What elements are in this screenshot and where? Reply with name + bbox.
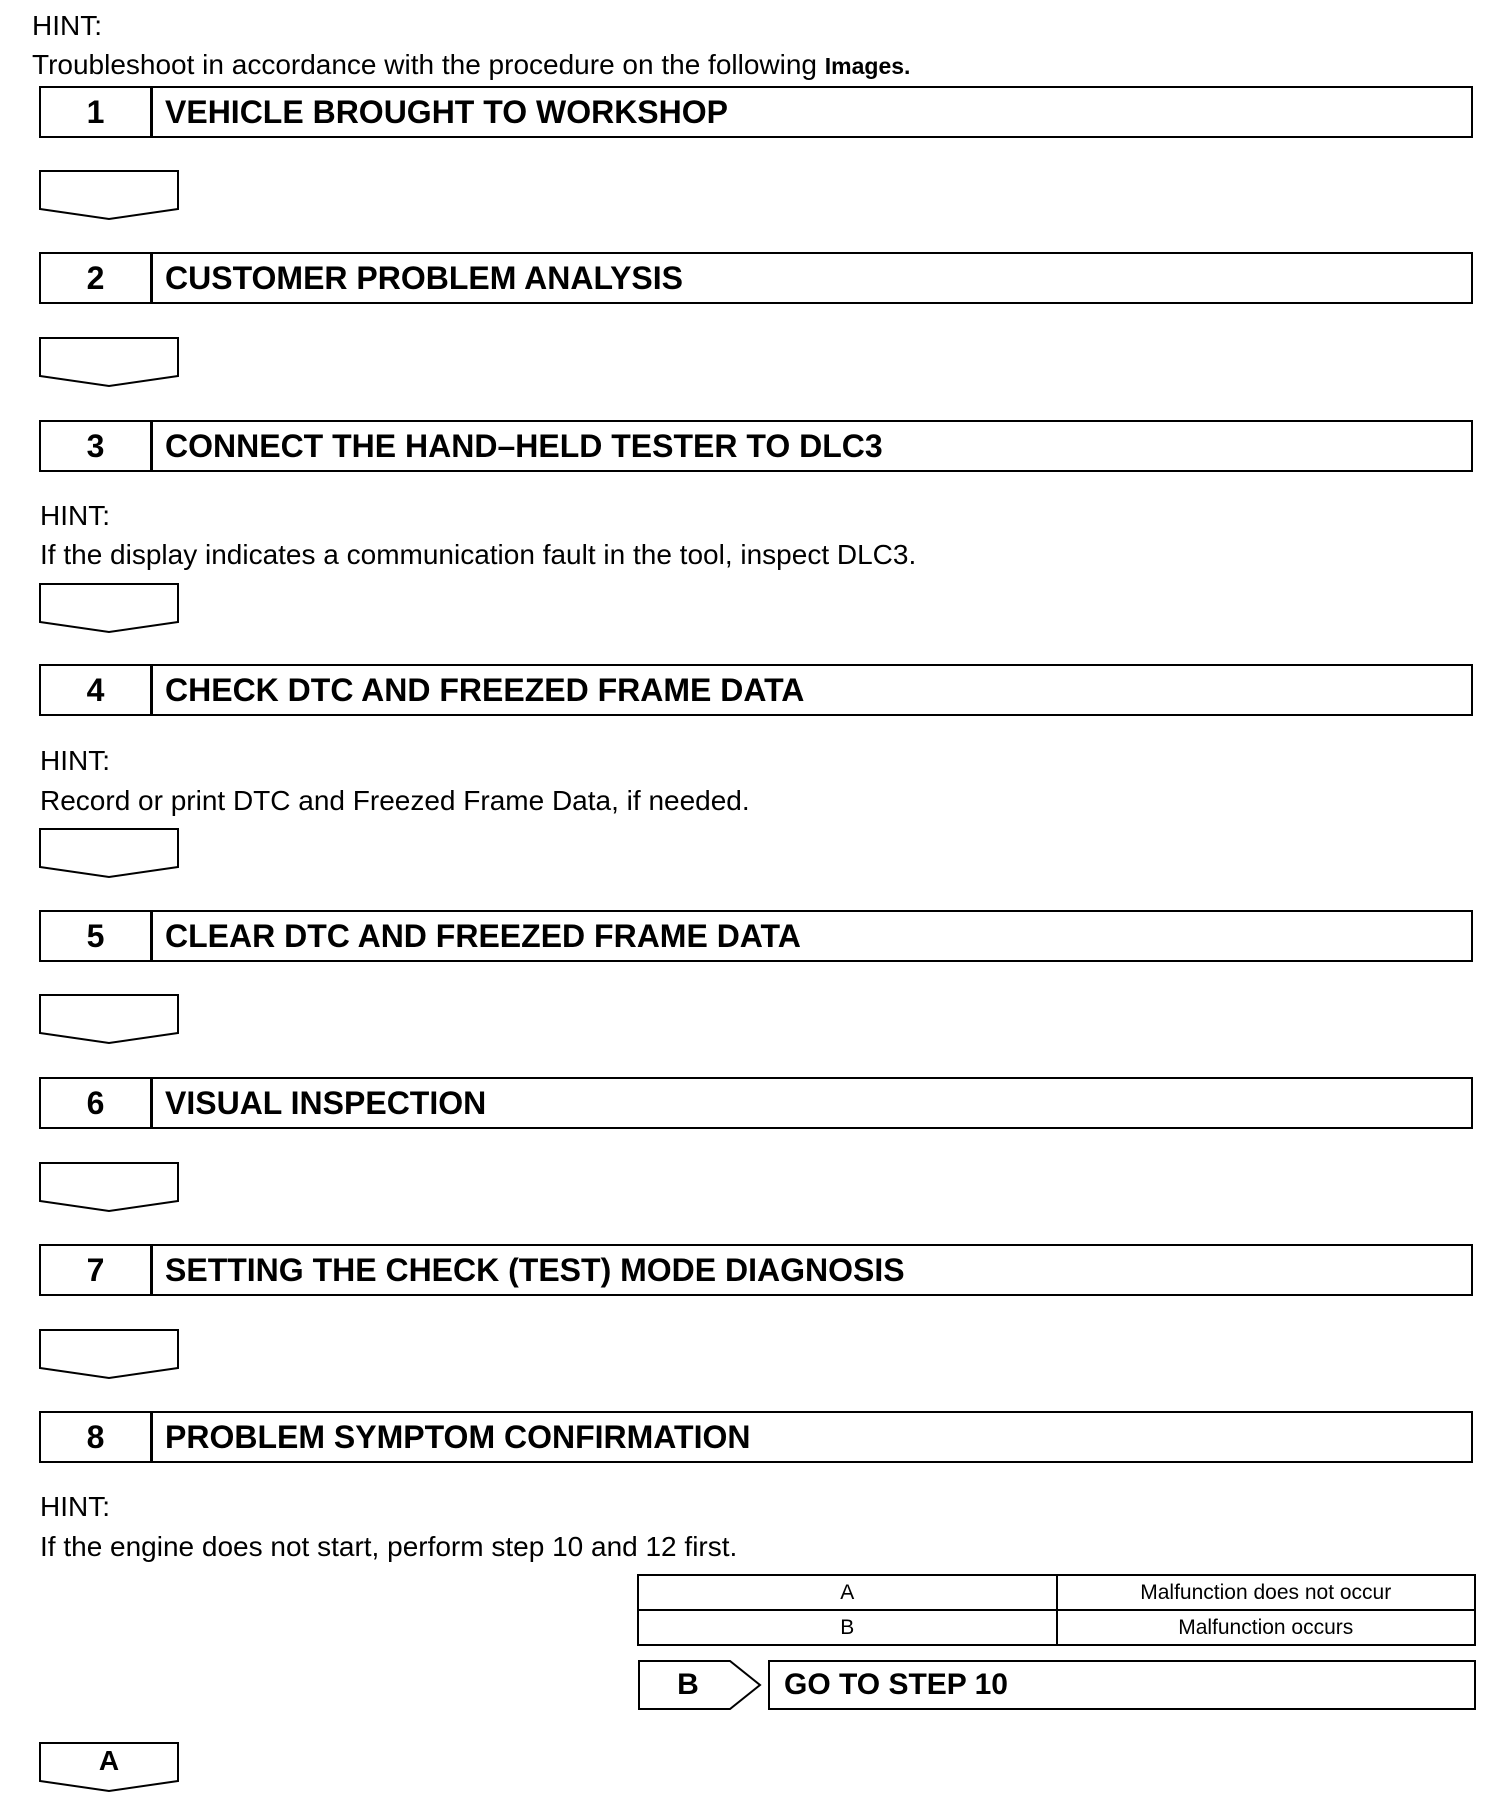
step-number: 7 bbox=[41, 1246, 153, 1294]
down-arrow-icon bbox=[38, 1328, 180, 1380]
step-7 bbox=[39, 1244, 1473, 1296]
step-title: CONNECT THE HAND–HELD TESTER TO DLC3 bbox=[165, 427, 883, 464]
table-row bbox=[638, 1575, 1475, 1610]
step-title: CHECK DTC AND FREEZED FRAME DATA bbox=[165, 671, 805, 708]
down-arrow-icon bbox=[38, 827, 180, 879]
result-desc: Malfunction occurs bbox=[1057, 1610, 1476, 1645]
result-code: B bbox=[638, 1610, 1057, 1645]
intro-hint-text bbox=[32, 49, 910, 82]
step-title: PROBLEM SYMPTOM CONFIRMATION bbox=[165, 1418, 751, 1455]
result-code: A bbox=[638, 1575, 1057, 1610]
branch-target: GO TO STEP 10 bbox=[768, 1660, 1476, 1710]
step-title: CLEAR DTC AND FREEZED FRAME DATA bbox=[165, 917, 801, 954]
down-arrow-icon bbox=[38, 582, 180, 634]
down-arrow-icon bbox=[38, 169, 180, 221]
intro-text-main: Troubleshoot in accordance with the procedure on the following bbox=[32, 49, 825, 80]
step-number: 6 bbox=[41, 1079, 153, 1127]
step-5 bbox=[39, 910, 1473, 962]
step-8-hint-label: HINT: bbox=[40, 1491, 110, 1522]
step-title: VISUAL INSPECTION bbox=[165, 1084, 487, 1121]
step-8 bbox=[39, 1411, 1473, 1463]
step-number: 8 bbox=[41, 1413, 153, 1461]
down-arrow-icon bbox=[38, 993, 180, 1045]
branch-label: B bbox=[677, 1668, 699, 1701]
step-number: 3 bbox=[41, 422, 153, 470]
step-1 bbox=[39, 86, 1473, 138]
step-title: VEHICLE BROUGHT TO WORKSHOP bbox=[165, 93, 728, 130]
step-2 bbox=[39, 252, 1473, 304]
down-arrow-icon bbox=[38, 336, 180, 388]
step-3 bbox=[39, 420, 1473, 472]
step-4 bbox=[39, 664, 1473, 716]
step-title: SETTING THE CHECK (TEST) MODE DIAGNOSIS bbox=[165, 1251, 905, 1288]
step-3-hint-label: HINT: bbox=[40, 500, 110, 531]
down-arrow-icon bbox=[38, 1161, 180, 1213]
intro-text-images: Images. bbox=[824, 53, 911, 79]
result-desc: Malfunction does not occur bbox=[1057, 1575, 1476, 1610]
step-number: 2 bbox=[41, 254, 153, 302]
intro-hint-label: HINT: bbox=[32, 10, 102, 41]
step-number: 5 bbox=[41, 912, 153, 960]
step-4-hint-text: Record or print DTC and Freezed Frame Data, if needed. bbox=[40, 785, 750, 816]
step-3-hint-text: If the display indicates a communication fault in the tool, inspect DLC3. bbox=[40, 539, 917, 570]
step-6 bbox=[39, 1077, 1473, 1129]
table-row bbox=[638, 1610, 1475, 1645]
step-number: 4 bbox=[41, 666, 153, 714]
result-table bbox=[637, 1574, 1476, 1646]
continue-label: A bbox=[98, 1745, 120, 1776]
step-8-hint-text: If the engine does not start, perform step 10 and 12 first. bbox=[40, 1531, 738, 1562]
step-title: CUSTOMER PROBLEM ANALYSIS bbox=[165, 259, 683, 296]
step-number: 1 bbox=[41, 88, 153, 136]
step-4-hint-label: HINT: bbox=[40, 745, 110, 776]
